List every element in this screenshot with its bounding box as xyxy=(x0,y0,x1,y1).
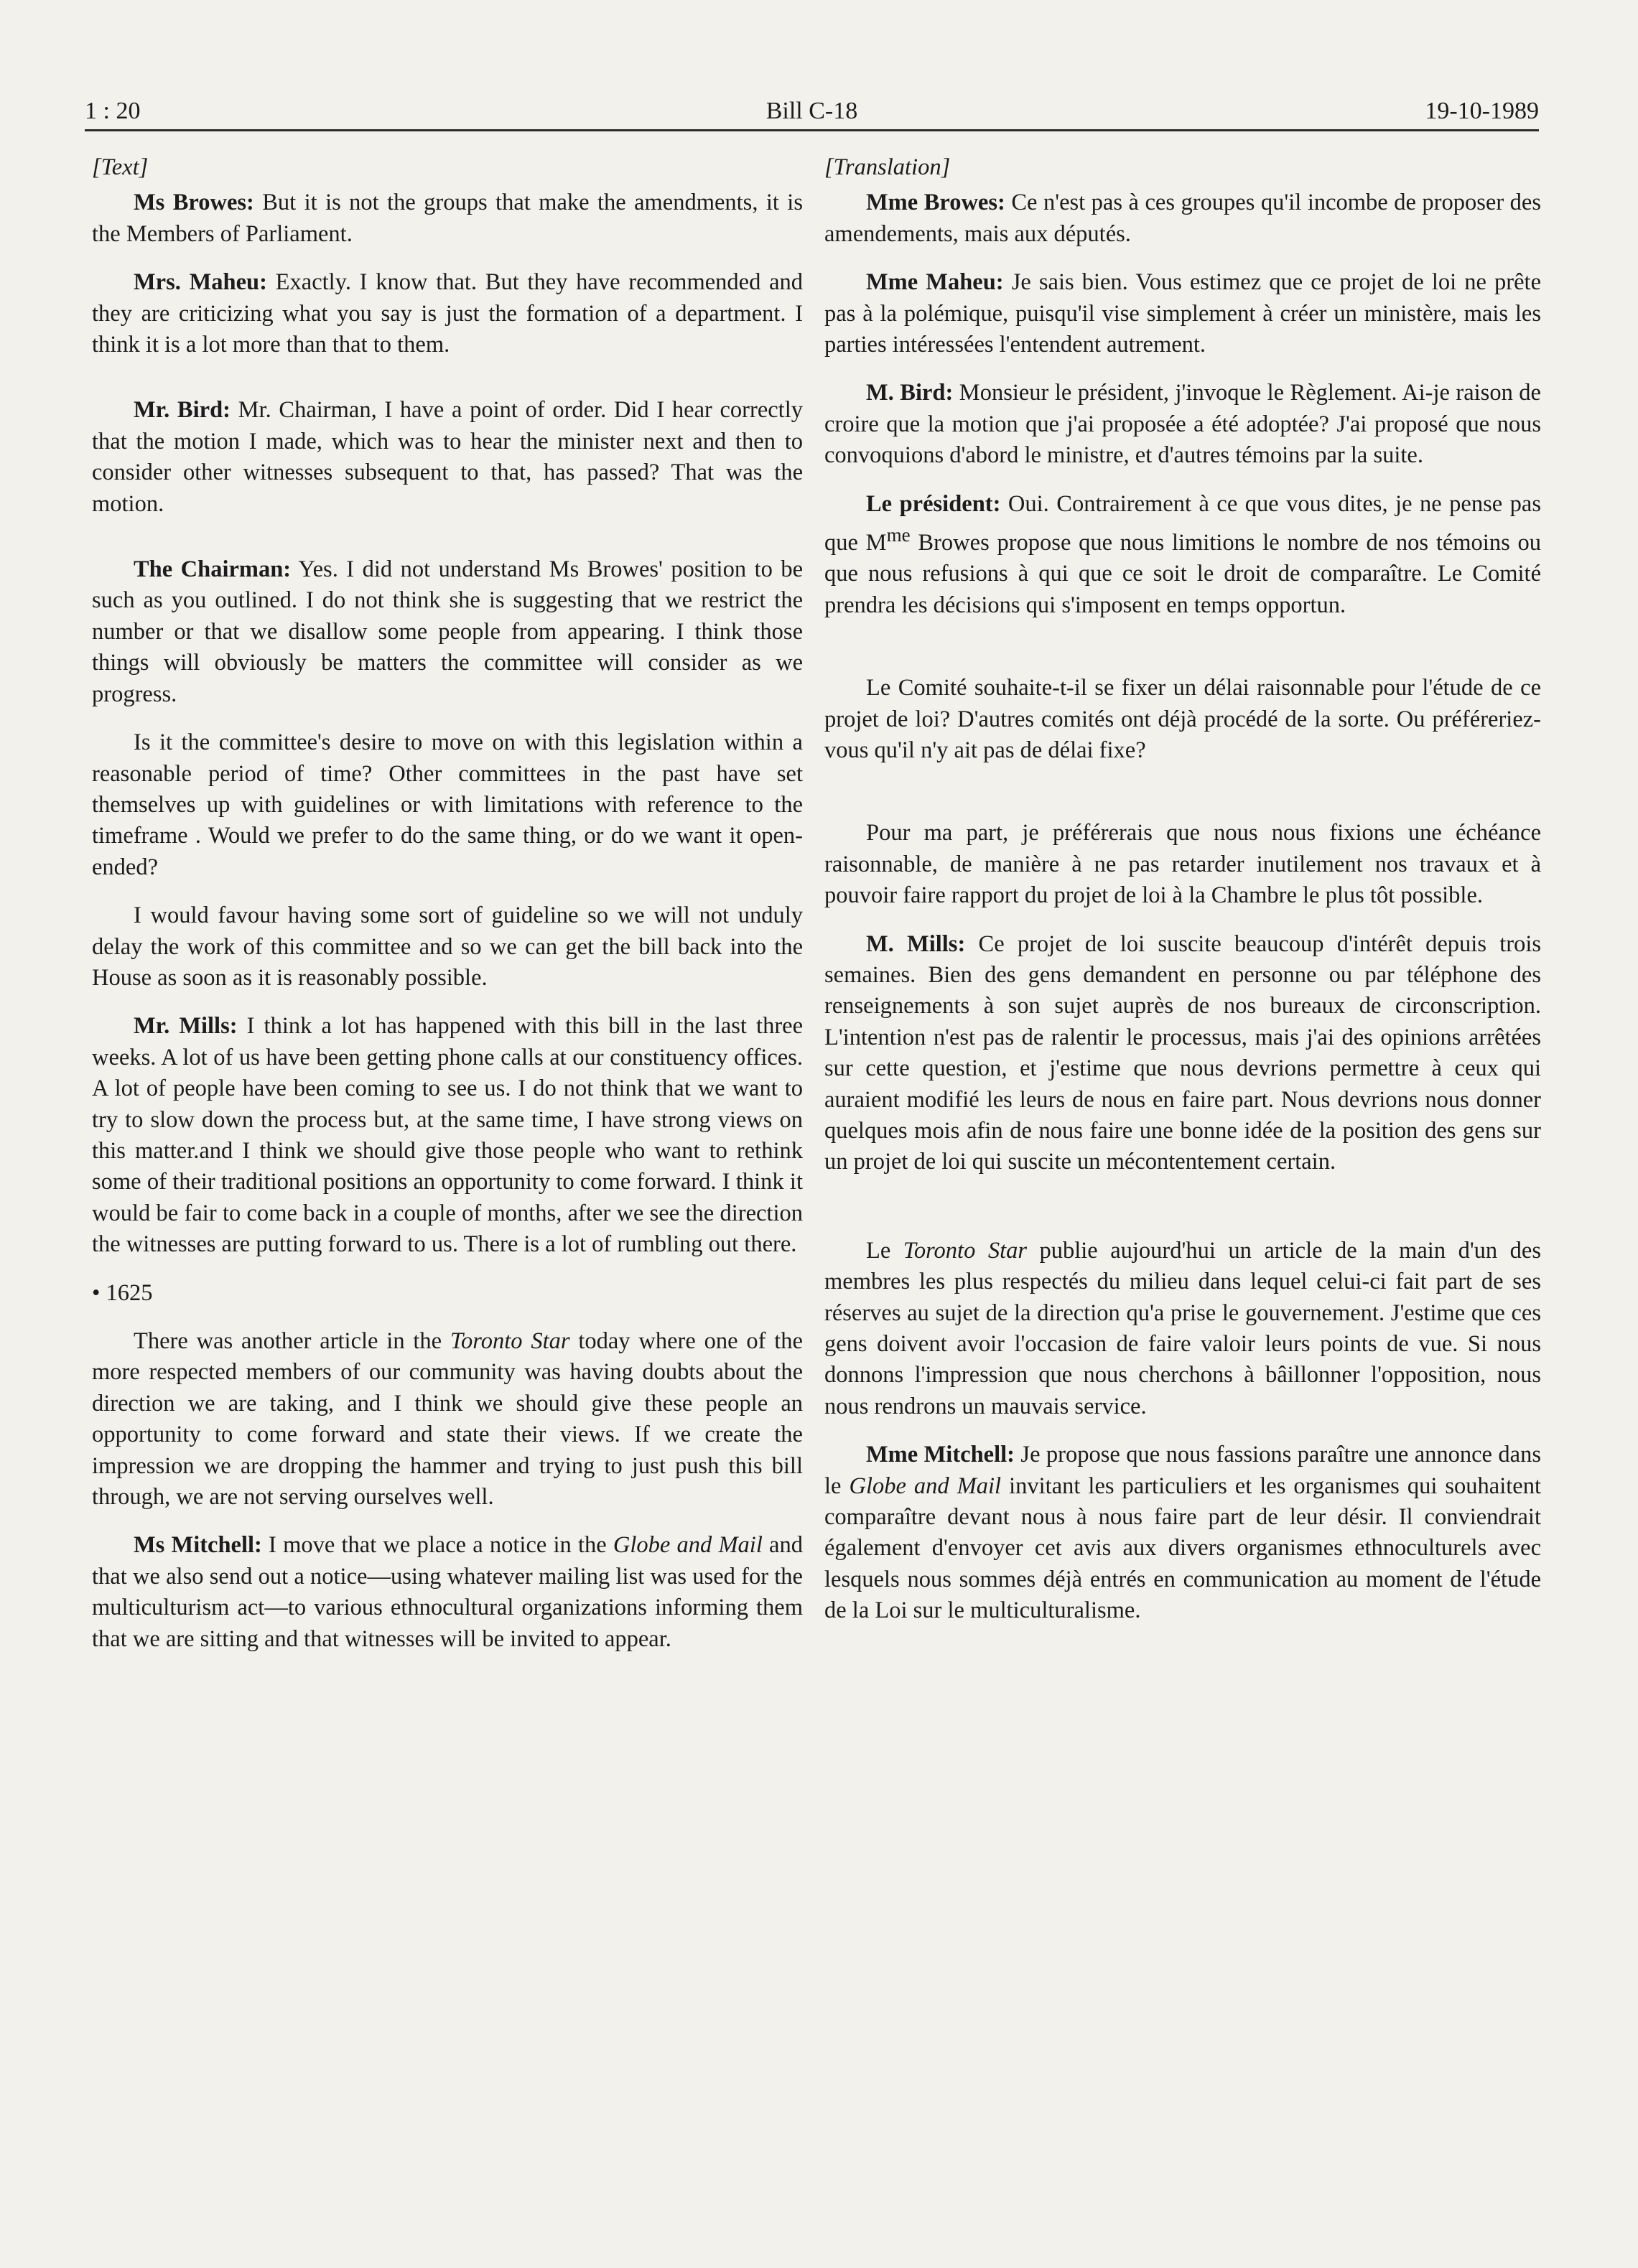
speech-text: today where one of the more respected members of our community was having doubts about the direction we are taking, and I think we should give these people an opportunity to come forward and state their views. If we create the impression we are dropping the hammer and trying to just push this bill through, we are not serving ourselves well. xyxy=(92,1328,803,1511)
paragraph xyxy=(92,554,803,710)
paragraph xyxy=(824,1439,1541,1626)
paragraph xyxy=(824,267,1541,360)
paragraph: Pour ma part, je préférerais que nous nous fixions une échéance raisonnable, de manière à ne pas retarder inutilement nos travaux et à pouvoir faire rapport du projet de loi à la Chambre le plus tôt possible. xyxy=(824,820,1541,909)
speech-text: Oui. Contrairement à ce que vous dites, je ne pense pas que M xyxy=(824,490,1541,556)
speech-text: invitant les particuliers et les organismes qui souhaitent comparaître devant nous à nous faire part de leur désir. Il conviendrait également d'envoyer cet avis aux divers organismes ethnoculturels avec lesquels nous sommes déjà entrés en communication au moment de l'étude de la Loi sur le multiculturalisme. xyxy=(824,1473,1541,1624)
paragraph xyxy=(824,187,1541,250)
speaker-name: Mrs. Maheu: xyxy=(134,269,267,296)
speech-text: Browes propose que nous limitions le nombre de nos témoins ou que nous refusions à qui que ce soit le droit de comparaître. Le Comité prendra les décisions qui s'imposent en temps opportun. xyxy=(824,529,1541,618)
english-column xyxy=(92,152,803,1672)
speech-text: Exactly. I know that. But they have recommended and they are criticizing what you say is just the formation of a department. I think it is a lot more than that to them. xyxy=(92,269,803,358)
title-superscript: me xyxy=(886,524,911,546)
translation-tag: [Translation] xyxy=(824,154,951,180)
paragraph xyxy=(824,929,1541,1178)
paragraph xyxy=(824,489,1541,621)
paragraph: Le Comité souhaite-t-il se fixer un délai raisonnable pour l'étude de ce projet de loi? D'autres comités ont déjà procédé de la sorte. Ou préféreriez-vous qu'il n'y ait pas de délai fixe? xyxy=(824,675,1541,763)
speaker-name: M. Mills: xyxy=(866,930,966,957)
speech-text: and that we also send out a notice—using whatever mailing list was used for the multiculturism act—to various ethnocultural organizations informing them that we are sitting and that witnesses will be invited to appear. xyxy=(92,1532,803,1652)
page-header xyxy=(85,92,1539,131)
newspaper-name: Toronto Star xyxy=(903,1237,1027,1264)
paragraph xyxy=(824,1236,1541,1422)
speech-text: Monsieur le président, j'invoque le Règlement. Ai-je raison de croire que la motion que j'ai proposée a été adoptée? J'ai proposé que nous convoquions d'abord le ministre, et d'autres témoins par la suite. xyxy=(824,380,1541,469)
paragraph xyxy=(92,1530,803,1655)
paragraph: I would favour having some sort of guideline so we will not unduly delay the work of this committee and so we can get the bill back into the House as soon as it is reasonably possible. xyxy=(92,902,803,991)
header-date: 19-10-1989 xyxy=(1425,98,1539,124)
speaker-name: The Chairman: xyxy=(134,556,292,583)
paragraph xyxy=(824,378,1541,471)
speech-text: But it is not the groups that make the amendments, it is the Members of Parliament. xyxy=(92,190,803,247)
speech-text: I think a lot has happened with this bill in the last three weeks. A lot of us have been getting phone calls at our constituency offices. A lot of people have been coming to see us. I do not think that we want to try to slow down the process but, at the same time, I have strong views on this matter.and I think we should give those people who want to rethink some of their traditional positions an opportunity to come forward. I think it would be fair to come back in a couple of months, after we see the direction the witnesses are putting forward to us. There is a lot of rumbling out there. xyxy=(92,1013,803,1258)
speaker-name: Mr. Bird: xyxy=(134,397,231,424)
speech-text: There was another article in the xyxy=(134,1328,450,1354)
paragraph xyxy=(92,1011,803,1260)
newspaper-name: Globe and Mail xyxy=(849,1473,1002,1499)
speech-text: publie aujourd'hui un article de la main d'un des membres les plus respectés du milieu dans lequel celui-ci fait part de ses réserves au sujet de la direction qu'a prise le gouvernement. J'estime que ces gens doivent avoir l'occasion de faire valoir leurs points de vue. Si nous donnons l'impression que nous cherchons à bâillonner l'opposition, nous nous rendrons un mauvais service. xyxy=(824,1237,1541,1419)
speaker-name: Mme Maheu: xyxy=(866,269,1004,296)
paragraph xyxy=(92,395,803,520)
french-column xyxy=(824,152,1541,1644)
newspaper-name: Toronto Star xyxy=(450,1328,570,1354)
speech-text: Ce projet de loi suscite beaucoup d'intérêt depuis trois semaines. Bien des gens demandent en personne ou par téléphone des renseignements à son sujet auprès de nos bureaux de circonscription. L'intention n'est pas de ralentir le processus, mais j'ai des opinions arrêtées sur cette question, et j'estime que nous devrions permettre à ceux qui auraient modifié les leurs de nous en faire part. Nous devrions nous donner quelques mois afin de nous faire une bonne idée de la position des gens sur un projet de loi qui suscite un mécontentement certain. xyxy=(824,930,1541,1175)
speech-text: Je propose que nous fassions paraître une annonce dans le xyxy=(824,1442,1542,1499)
timestamp: • 1625 xyxy=(92,1279,153,1306)
speech-text: Yes. I did not understand Ms Browes' position to be such as you outlined. I do not think she is suggesting that we restrict the number or that we disallow some people from appearing. I think those things will obviously be matters the committee will consider as we progress. xyxy=(92,556,804,707)
speech-text: Je sais bien. Vous estimez que ce projet de loi ne prête pas à la polémique, puisqu'il vise simplement à créer un ministère, mais les parties intéressées l'entendent autrement. xyxy=(824,269,1542,358)
speaker-name: Mme Browes: xyxy=(866,190,1005,216)
bill-title: Bill C-18 xyxy=(766,98,858,124)
speaker-name: Ms Browes: xyxy=(134,190,254,216)
newspaper-name: Globe and Mail xyxy=(613,1532,763,1559)
page-number: 1 : 20 xyxy=(85,98,141,124)
speech-text: Ce n'est pas à ces groupes qu'il incombe de proposer des amendements, mais aux députés. xyxy=(824,190,1541,247)
paragraph xyxy=(92,187,803,250)
paragraph xyxy=(92,267,803,360)
paragraph xyxy=(92,1326,803,1513)
paragraph: Is it the committee's desire to move on with this legislation within a reasonable period of time? Other committees in the past have set themselves up with guidelines or with limitations with reference to the timeframe . Would we prefer to do the same thing, or do we want it open-ended? xyxy=(92,729,803,880)
speaker-name: Mme Mitchell: xyxy=(866,1442,1015,1468)
speech-text: Le xyxy=(866,1237,903,1264)
speaker-name: Mr. Mills: xyxy=(134,1013,238,1040)
speech-text: Mr. Chairman, I have a point of order. Did I hear correctly that the motion I made, which was to hear the minister next and then to consider other witnesses subsequent to that, has passed? That was the motion. xyxy=(92,397,803,517)
speaker-name: Le président: xyxy=(866,490,1001,517)
speaker-name: M. Bird: xyxy=(866,380,954,406)
speaker-name: Ms Mitchell: xyxy=(134,1532,262,1559)
speech-text: I move that we place a notice in the xyxy=(261,1532,613,1559)
text-tag: [Text] xyxy=(92,154,149,180)
